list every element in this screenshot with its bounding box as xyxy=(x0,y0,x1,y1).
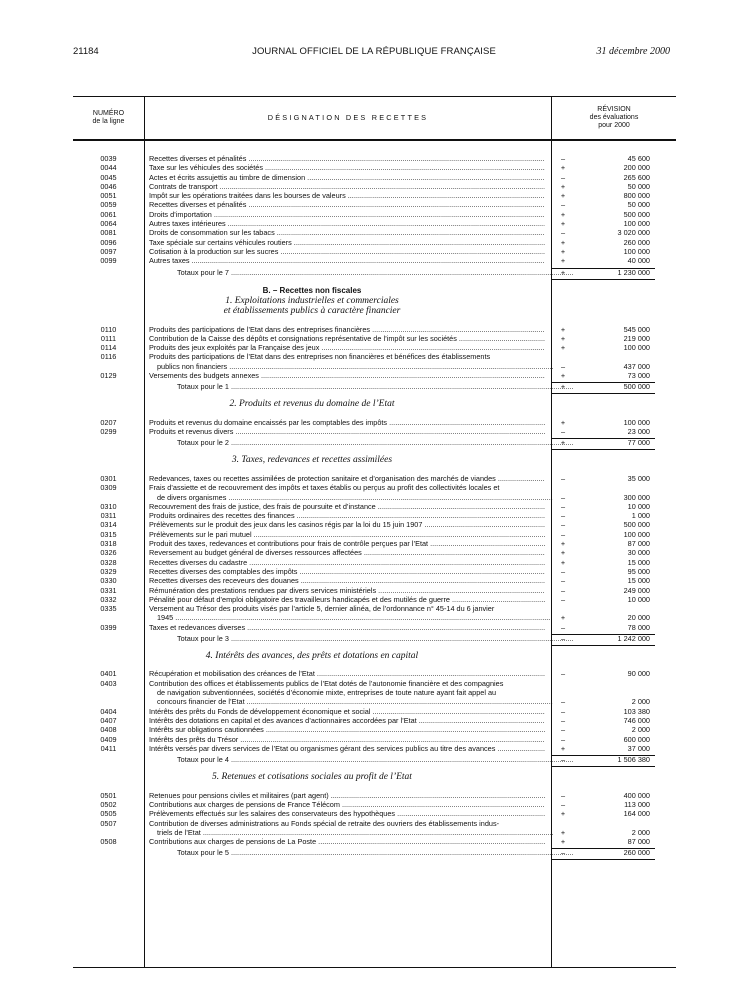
total-label: Totaux pour le 1 ..... xyxy=(177,380,573,394)
revision-value: 50 000 xyxy=(627,200,650,210)
total-row xyxy=(73,632,676,646)
table-row xyxy=(73,182,676,191)
table-row xyxy=(73,595,676,604)
table-row xyxy=(73,791,676,800)
table-row xyxy=(73,716,676,725)
line-label: de navigation subventionnées, sociétés d’économie mixte, entreprises de toute nature ayant fait appel au xyxy=(157,688,497,698)
line-label: Reversement au budget général de diverses ressources affectées ..... xyxy=(149,548,545,557)
revision-sign: + xyxy=(560,809,566,819)
table-row xyxy=(73,707,676,716)
table-row xyxy=(73,837,676,846)
line-code: 0051 xyxy=(100,191,117,201)
revision-sign: – xyxy=(560,622,566,632)
line-label: publics non financiers ..... xyxy=(149,362,553,371)
total-sign: – xyxy=(560,633,566,643)
line-code: 0045 xyxy=(100,172,117,182)
revision-value: 87 000 xyxy=(627,837,650,847)
line-label: triels de l’Etat ..... xyxy=(149,828,553,837)
revision-sign: – xyxy=(560,154,566,163)
line-label: Produits des participations de l’Etat dans des entreprises non financières et bénéfices des établissements xyxy=(149,352,491,362)
total-row xyxy=(73,753,676,767)
line-code: 0099 xyxy=(100,256,117,266)
revision-value: 400 000 xyxy=(623,790,650,800)
line-code: 0335 xyxy=(100,604,117,614)
line-code: 0332 xyxy=(100,594,117,604)
revision-value: 100 000 xyxy=(623,219,650,229)
table-row xyxy=(73,247,676,256)
line-label: Récupération et mobilisation des créances de l’Etat ..... xyxy=(149,669,545,678)
total-value: 1 506 380 xyxy=(617,755,650,765)
line-code: 0310 xyxy=(100,501,117,511)
table-row xyxy=(73,558,676,567)
total-label: Totaux pour le 7 ..... xyxy=(177,266,573,280)
revision-value: 1 000 xyxy=(631,511,650,521)
line-code: 0403 xyxy=(100,678,117,688)
line-label: Taxe spéciale sur certains véhicules routiers ..... xyxy=(149,238,545,247)
line-label: Produits et revenus divers ..... xyxy=(149,427,545,436)
table-row xyxy=(73,744,676,753)
line-code: 0502 xyxy=(100,799,117,809)
line-label: Taxe sur les véhicules des sociétés ..... xyxy=(149,163,545,172)
line-label: Produits des jeux exploités par la Française des jeux ..... xyxy=(149,343,545,352)
table-row xyxy=(73,669,676,678)
total-label: Totaux pour le 5 ..... xyxy=(177,846,573,860)
line-code: 0399 xyxy=(100,622,117,632)
total-sign: – xyxy=(560,848,566,858)
total-row xyxy=(73,846,676,860)
revision-sign: – xyxy=(560,566,566,576)
revision-value: 100 000 xyxy=(623,529,650,539)
revision-sign: + xyxy=(560,837,566,847)
revision-value: 30 000 xyxy=(627,548,650,558)
revision-value: 2 000 xyxy=(631,725,650,735)
line-code: 0508 xyxy=(100,837,117,847)
revision-sign: – xyxy=(560,529,566,539)
table-row xyxy=(73,238,676,247)
header-designation: DÉSIGNATION DES RECETTES xyxy=(145,97,551,140)
line-label: Prélèvements sur le pari mutuel ..... xyxy=(149,530,545,539)
line-code: 0315 xyxy=(100,529,117,539)
revision-value: 164 000 xyxy=(623,809,650,819)
revision-value: 78 000 xyxy=(627,622,650,632)
part-title: B. – Recettes non fiscales xyxy=(262,285,362,295)
line-label: Retenues pour pensions civiles et militaires (part agent) ..... xyxy=(149,791,545,800)
line-code: 0207 xyxy=(100,417,117,427)
line-label: Versements des budgets annexes ..... xyxy=(149,371,545,380)
line-label: Recouvrement des frais de justice, des frais de poursuite et d’instance ..... xyxy=(149,502,545,511)
revision-sign: – xyxy=(560,725,566,735)
line-code: 0314 xyxy=(100,520,117,530)
table-row xyxy=(73,371,676,380)
table-row xyxy=(73,256,676,265)
line-code: 0501 xyxy=(100,790,117,800)
line-code: 0059 xyxy=(100,200,117,210)
line-code: 0328 xyxy=(100,557,117,567)
spacer xyxy=(73,466,676,474)
table-row xyxy=(73,735,676,744)
revision-sign: + xyxy=(560,743,566,753)
journal-title: JOURNAL OFFICIEL DE LA RÉPUBLIQUE FRANÇAISE xyxy=(252,46,496,57)
revenue-table xyxy=(73,96,676,968)
revision-sign: – xyxy=(560,576,566,586)
spacer xyxy=(73,783,676,791)
revision-value: 500 000 xyxy=(623,520,650,530)
line-code: 0064 xyxy=(100,219,117,229)
line-label: 1945 ..... xyxy=(149,613,553,622)
revision-value: 37 000 xyxy=(627,743,650,753)
revision-sign: + xyxy=(560,219,566,229)
revision-value: 103 380 xyxy=(623,706,650,716)
line-code: 0401 xyxy=(100,669,117,679)
table-row xyxy=(73,427,676,436)
line-label: Recettes diverses du cadastre ..... xyxy=(149,558,545,567)
revision-value: 73 000 xyxy=(627,371,650,381)
revision-value: 2 000 xyxy=(631,827,650,837)
revision-value: 100 000 xyxy=(623,246,650,256)
table-row xyxy=(73,679,676,688)
revision-value: 260 000 xyxy=(623,237,650,247)
total-label: Totaux pour le 2 ..... xyxy=(177,436,573,450)
table-row xyxy=(73,613,676,622)
line-label: Recettes diverses des comptables des impôts ..... xyxy=(149,567,545,576)
table-row xyxy=(73,511,676,520)
header-rule xyxy=(73,140,676,141)
table-row xyxy=(73,163,676,172)
line-code: 0044 xyxy=(100,163,117,173)
line-label: Produits et revenus du domaine encaissés par les comptables des impôts ..... xyxy=(149,418,545,427)
table-row xyxy=(73,828,676,837)
table-row xyxy=(73,334,676,343)
revision-value: 2 000 xyxy=(631,697,650,707)
line-label: Produits ordinaires des recettes des finances ..... xyxy=(149,511,545,520)
line-code: 0046 xyxy=(100,181,117,191)
line-label: Prélèvements sur le produit des jeux dans les casinos régis par la loi du 15 juin 1907 ..... xyxy=(149,520,545,529)
total-label: Totaux pour le 4 ..... xyxy=(177,753,573,767)
line-label: Autres taxes intérieures ..... xyxy=(149,219,545,228)
revision-value: 746 000 xyxy=(623,715,650,725)
line-code: 0096 xyxy=(100,237,117,247)
line-label: Recettes diverses des receveurs des douanes ..... xyxy=(149,576,545,585)
total-value: 77 000 xyxy=(627,438,650,448)
revision-value: 15 000 xyxy=(627,576,650,586)
line-label: de divers organismes ..... xyxy=(149,493,553,502)
revision-value: 87 000 xyxy=(627,539,650,549)
line-label: Recettes diverses et pénalités ..... xyxy=(149,154,545,163)
table-row xyxy=(73,697,676,706)
line-code: 0329 xyxy=(100,566,117,576)
table-row xyxy=(73,819,676,828)
revision-value: 20 000 xyxy=(627,613,650,623)
total-value: 260 000 xyxy=(623,848,650,858)
line-code: 0061 xyxy=(100,209,117,219)
line-code: 0411 xyxy=(100,743,117,753)
spacer xyxy=(73,317,676,325)
revision-sign: + xyxy=(560,191,566,201)
line-label: Contributions aux charges de pensions de France Télécom ..... xyxy=(149,800,545,809)
line-code: 0111 xyxy=(100,333,117,343)
line-label: Rémunération des prestations rendues par divers services ministériels ..... xyxy=(149,586,545,595)
revision-value: 200 000 xyxy=(623,163,650,173)
revision-value: 90 000 xyxy=(627,669,650,679)
revision-value: 800 000 xyxy=(623,191,650,201)
section-title: 1. Exploitations industrielles et commerciales xyxy=(225,295,399,306)
table-row xyxy=(73,623,676,632)
line-label: Frais d’assiette et de recouvrement des impôts et taxes établis ou perçus au profit des collectivités locales et xyxy=(149,483,500,493)
line-label: Intérêts des dotations en capital et des avances d’actionnaires accordées par l’Etat ..... xyxy=(149,716,545,725)
revision-sign: – xyxy=(560,361,566,371)
line-code: 0110 xyxy=(100,324,117,334)
revision-sign: – xyxy=(560,501,566,511)
line-label: Versement au Trésor des produits visés par l’article 5, dernier alinéa, de l’ordonnance n° 45-14 du 6 janvier xyxy=(149,604,495,614)
line-label: Contrats de transport ..... xyxy=(149,182,545,191)
revision-value: 113 000 xyxy=(624,799,650,809)
revision-value: 50 000 xyxy=(627,181,650,191)
line-code: 0116 xyxy=(100,352,117,362)
total-label: Totaux pour le 3 ..... xyxy=(177,632,573,646)
line-label: concours financier de l’Etat ..... xyxy=(149,697,553,706)
spacer xyxy=(73,661,676,669)
revision-value: 219 000 xyxy=(623,333,650,343)
revision-value: 10 000 xyxy=(627,501,650,511)
revision-sign: – xyxy=(560,715,566,725)
table-row xyxy=(73,502,676,511)
table-body xyxy=(73,154,676,860)
revision-sign: + xyxy=(560,181,566,191)
total-row xyxy=(73,380,676,394)
total-value: 1 230 000 xyxy=(617,267,650,277)
line-code: 0404 xyxy=(100,706,117,716)
table-row xyxy=(73,228,676,237)
revision-sign: + xyxy=(560,613,566,623)
table-row xyxy=(73,576,676,585)
line-label: Taxes et redevances diverses ..... xyxy=(149,623,545,632)
page-header xyxy=(0,46,748,62)
revision-sign: – xyxy=(560,697,566,707)
revision-value: 45 600 xyxy=(627,154,650,163)
line-code: 0407 xyxy=(100,715,117,725)
revision-sign: – xyxy=(560,706,566,716)
revision-sign: – xyxy=(560,427,566,437)
table-row xyxy=(73,352,676,361)
line-label: Prélèvements effectués sur les salaires des conservateurs des hypothèques ..... xyxy=(149,809,545,818)
revision-sign: + xyxy=(560,827,566,837)
total-row xyxy=(73,266,676,280)
table-row xyxy=(73,539,676,548)
line-code: 0301 xyxy=(100,473,117,483)
revision-sign: – xyxy=(560,790,566,800)
total-value: 500 000 xyxy=(623,382,650,392)
line-code: 0081 xyxy=(100,228,117,238)
table-row xyxy=(73,173,676,182)
revision-sign: – xyxy=(560,669,566,679)
section-title: 4. Intérêts des avances, des prêts et dotations en capital xyxy=(205,650,419,661)
revision-sign: + xyxy=(560,539,566,549)
revision-sign: + xyxy=(560,209,566,219)
table-row xyxy=(73,520,676,529)
revision-sign: + xyxy=(560,371,566,381)
revision-sign: – xyxy=(560,200,566,210)
table-row xyxy=(73,688,676,697)
line-label: Pénalité pour défaut d’emploi obligatoire des travailleurs handicapés et des mutilés de guerre ..... xyxy=(149,595,545,604)
line-label: Produit des taxes, redevances et contributions pour frais de contrôle perçues par l’Etat ..... xyxy=(149,539,545,548)
table-row xyxy=(73,474,676,483)
revision-value: 437 000 xyxy=(623,361,650,371)
table-row xyxy=(73,343,676,352)
line-code: 0311 xyxy=(100,511,117,521)
line-label: Autres taxes ..... xyxy=(149,256,545,265)
table-row xyxy=(73,800,676,809)
line-code: 0309 xyxy=(100,483,117,493)
revision-value: 95 000 xyxy=(627,566,650,576)
line-code: 0408 xyxy=(100,725,117,735)
total-sign: – xyxy=(560,755,566,765)
line-label: Produits des participations de l’Etat dans des entreprises financières ..... xyxy=(149,325,545,334)
line-label: Contribution des offices et établissements publics de l’Etat dotés de l’autonomie financière et des compagnies xyxy=(149,678,504,688)
table-row xyxy=(73,725,676,734)
table-row xyxy=(73,493,676,502)
line-label: Droits de consommation sur les tabacs ..... xyxy=(149,228,545,237)
table-row xyxy=(73,809,676,818)
revision-value: 15 000 xyxy=(627,557,650,567)
revision-sign: + xyxy=(560,417,566,427)
line-label: Actes et écrits assujettis au timbre de dimension ..... xyxy=(149,173,545,182)
table-row xyxy=(73,362,676,371)
line-code: 0331 xyxy=(100,585,117,595)
line-label: Impôt sur les opérations traitées dans les bourses de valeurs ..... xyxy=(149,191,545,200)
line-label: Recettes diverses et pénalités ..... xyxy=(149,200,545,209)
revision-value: 3 020 000 xyxy=(617,228,650,238)
line-label: Intérêts versés par divers services de l’Etat ou organismes gérant des services publics au titre des avances ..... xyxy=(149,744,545,753)
table-row xyxy=(73,548,676,557)
line-label: Contribution de la Caisse des dépôts et consignations représentative de l’impôt sur les sociétés ..... xyxy=(149,334,545,343)
line-code: 0505 xyxy=(100,809,117,819)
line-code: 0507 xyxy=(100,818,117,828)
page-number: 21184 xyxy=(73,46,99,57)
revision-sign: – xyxy=(560,473,566,483)
section-subtitle: et établissements publics à caractère financier xyxy=(223,306,401,317)
table-row xyxy=(73,154,676,163)
line-code: 0129 xyxy=(100,371,117,381)
revision-value: 10 000 xyxy=(627,594,650,604)
revision-value: 600 000 xyxy=(623,734,650,744)
line-code: 0097 xyxy=(100,246,117,256)
line-label: Intérêts des prêts du Trésor ..... xyxy=(149,735,545,744)
line-code: 0326 xyxy=(100,548,117,558)
revision-sign: + xyxy=(560,343,566,353)
line-label: Contributions aux charges de pensions de La Poste ..... xyxy=(149,837,545,846)
table-row xyxy=(73,210,676,219)
revision-sign: + xyxy=(560,256,566,266)
total-sign: + xyxy=(560,267,566,277)
revision-sign: + xyxy=(560,237,566,247)
line-label: Droits d’importation ..... xyxy=(149,210,545,219)
line-label: Intérêts sur obligations cautionnées ..... xyxy=(149,725,545,734)
section-title: 3. Taxes, redevances et recettes assimilées xyxy=(231,455,393,466)
spacer xyxy=(73,410,676,418)
revision-sign: – xyxy=(560,511,566,521)
revision-value: 40 000 xyxy=(627,256,650,266)
line-code: 0318 xyxy=(100,539,117,549)
table-row xyxy=(73,219,676,228)
revision-sign: + xyxy=(560,246,566,256)
revision-sign: + xyxy=(560,163,566,173)
line-code: 0299 xyxy=(100,427,117,437)
total-sign: + xyxy=(560,382,566,392)
revision-sign: – xyxy=(560,520,566,530)
section-title: 5. Retenues et cotisations sociales au profit de l’Etat xyxy=(212,772,412,783)
line-code: 0409 xyxy=(100,734,117,744)
table-row xyxy=(73,200,676,209)
table-row xyxy=(73,483,676,492)
total-row xyxy=(73,436,676,450)
total-value: 1 242 000 xyxy=(617,633,650,643)
revision-value: 100 000 xyxy=(623,417,650,427)
revision-sign: – xyxy=(560,492,566,502)
header-revision: RÉVISION des évaluations pour 2000 xyxy=(552,97,676,140)
line-label: Intérêts des prêts du Fonds de développement économique et social ..... xyxy=(149,707,545,716)
line-label: Redevances, taxes ou recettes assimilées de protection sanitaire et d’organisation des marchés de viandes ..... xyxy=(149,474,545,483)
revision-value: 300 000 xyxy=(623,492,650,502)
revision-sign: – xyxy=(560,172,566,182)
table-row xyxy=(73,604,676,613)
issue-date: 31 décembre 2000 xyxy=(596,46,670,57)
revision-value: 545 000 xyxy=(623,324,650,334)
revision-sign: – xyxy=(560,734,566,744)
revision-sign: – xyxy=(560,228,566,238)
revision-sign: – xyxy=(560,594,566,604)
revision-sign: – xyxy=(560,799,566,809)
line-code: 0330 xyxy=(100,576,117,586)
table-row xyxy=(73,567,676,576)
line-label: Contribution de diverses administrations au Fonds spécial de retraite des ouvriers des établissements indus- xyxy=(149,818,500,828)
revision-sign: + xyxy=(560,557,566,567)
revision-sign: – xyxy=(560,585,566,595)
line-code: 0039 xyxy=(100,154,117,163)
revision-value: 500 000 xyxy=(623,209,650,219)
table-row xyxy=(73,191,676,200)
revision-value: 35 000 xyxy=(627,473,650,483)
header-numero: NUMÉRO de la ligne xyxy=(73,97,144,140)
table-row xyxy=(73,325,676,334)
revision-value: 100 000 xyxy=(623,343,650,353)
revision-sign: + xyxy=(560,324,566,334)
revision-sign: + xyxy=(560,333,566,343)
total-sign: + xyxy=(560,438,566,448)
revision-value: 23 000 xyxy=(627,427,650,437)
line-label: Cotisation à la production sur les sucres ..... xyxy=(149,247,545,256)
revision-value: 249 000 xyxy=(623,585,650,595)
table-row xyxy=(73,418,676,427)
revision-sign: + xyxy=(560,548,566,558)
line-code: 0114 xyxy=(100,343,117,353)
table-row xyxy=(73,530,676,539)
table-row xyxy=(73,586,676,595)
revision-value: 265 600 xyxy=(623,172,650,182)
section-title: 2. Produits et revenus du domaine de l’Etat xyxy=(229,399,395,410)
